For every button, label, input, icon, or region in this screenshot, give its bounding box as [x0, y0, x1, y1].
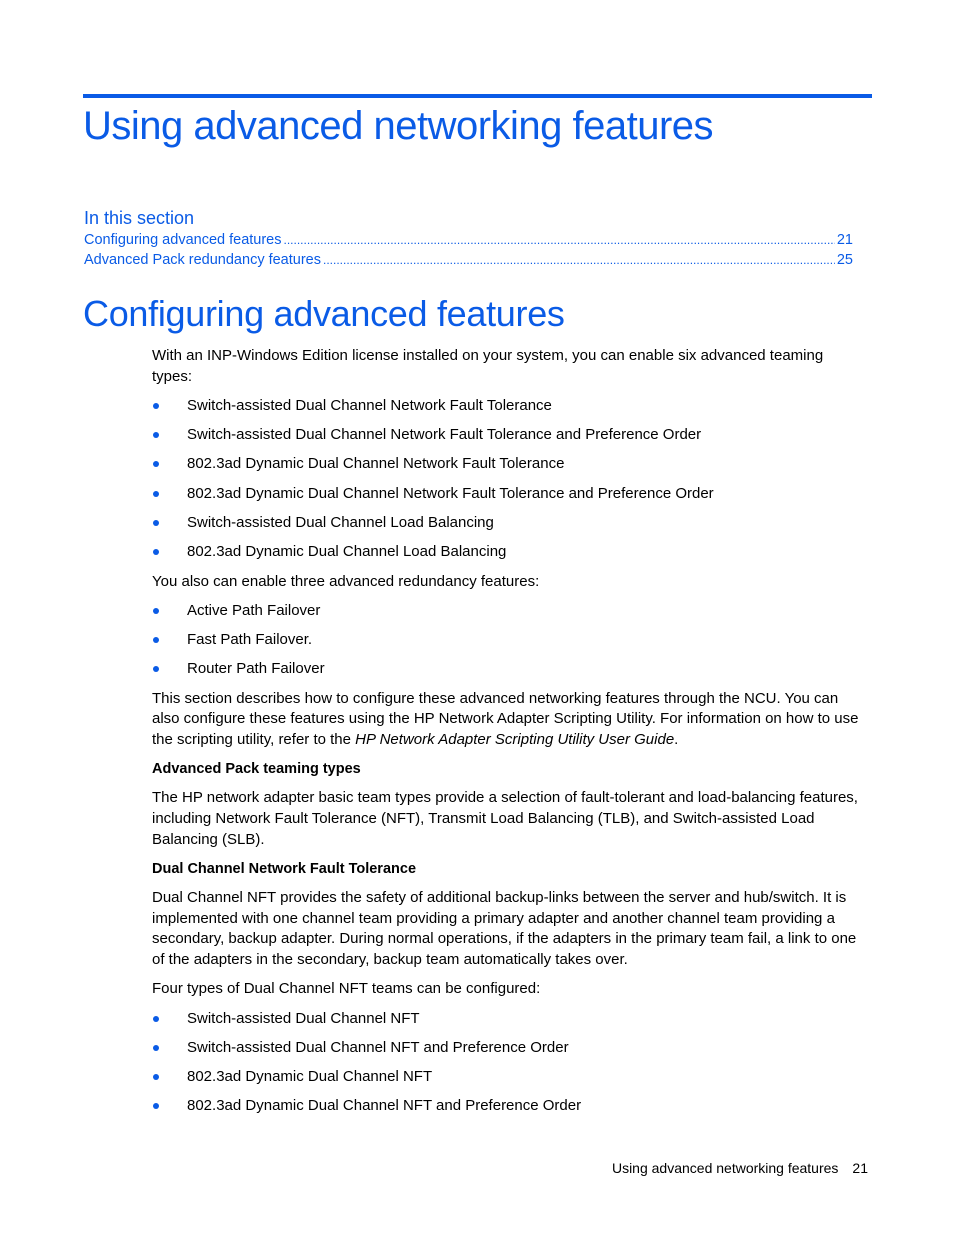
redundancy-intro: You also can enable three advanced redundancy features: [152, 572, 540, 590]
page-footer [612, 1158, 868, 1178]
list-item: Switch-assisted Dual Channel NFT [152, 1009, 864, 1030]
bullet-icon [153, 432, 159, 438]
chapter-rule [83, 94, 872, 98]
bullet-icon [153, 1103, 159, 1109]
page-number: 21 [852, 1160, 868, 1176]
toc-entry-configuring[interactable] [84, 230, 853, 250]
toc-entry-title: Configuring advanced features [84, 232, 282, 248]
toc-entry-title: Advanced Pack redundancy features [84, 252, 321, 268]
dual-nft-heading: Dual Channel Network Fault Tolerance [152, 860, 417, 877]
guide-title: HP Network Adapter Scripting Utility User Guide [355, 730, 675, 748]
bullet-icon [153, 549, 159, 555]
section-title: Configuring advanced features [83, 293, 565, 334]
teaming-types-list [152, 396, 864, 563]
list-item: 802.3ad Dynamic Dual Channel Load Balancing [152, 542, 864, 563]
list-item: 802.3ad Dynamic Dual Channel NFT [152, 1067, 864, 1088]
toc-entry-page: 21 [836, 232, 853, 248]
list-item: Active Path Failover [152, 601, 864, 622]
list-item: 802.3ad Dynamic Dual Channel Network Fault Tolerance [152, 454, 864, 475]
intro-paragraph: With an INP-Windows Edition license installed on your system, you can enable six advanced teaming types: [152, 347, 824, 385]
bullet-icon [153, 637, 159, 643]
list-item: Switch-assisted Dual Channel NFT and Preference Order [152, 1038, 864, 1059]
bullet-icon [153, 461, 159, 467]
list-item: Router Path Failover [152, 659, 864, 680]
list-item: Switch-assisted Dual Channel Network Fault Tolerance [152, 396, 864, 417]
bullet-icon [153, 1045, 159, 1051]
toc-leader [284, 230, 835, 250]
list-item: Switch-assisted Dual Channel Network Fault Tolerance and Preference Order [152, 425, 864, 446]
bullet-icon [153, 1016, 159, 1022]
section-body [152, 346, 864, 1126]
bullet-icon [153, 608, 159, 614]
toc-list [84, 230, 853, 270]
redundancy-features-list [152, 601, 864, 680]
toc-entry-redundancy[interactable] [84, 250, 853, 270]
list-item: Switch-assisted Dual Channel Load Balancing [152, 513, 864, 534]
advanced-pack-paragraph: The HP network adapter basic team types provide a selection of fault-tolerant and load-balancing features, including Network Fault Tolerance (NFT), Transmit Load Balancing (TLB), and Switch-assisted Load Balancing (SLB). [152, 789, 858, 848]
list-item: 802.3ad Dynamic Dual Channel NFT and Preference Order [152, 1096, 864, 1117]
bullet-icon [153, 1074, 159, 1080]
list-item: Fast Path Failover. [152, 630, 864, 651]
configuration-paragraph: This section describes how to configure these advanced networking features through the NCU. You can also configure these features using the HP Network Adapter Scripting Utility. For information on how to use the scripting utility, refer to the HP Network Adapter Scripting Utility User Guide. [152, 689, 859, 748]
nft-types-intro: Four types of Dual Channel NFT teams can be configured: [152, 980, 541, 998]
bullet-icon [153, 666, 159, 672]
chapter-title: Using advanced networking features [83, 104, 714, 148]
advanced-pack-heading: Advanced Pack teaming types [152, 761, 361, 778]
list-item: 802.3ad Dynamic Dual Channel Network Fault Tolerance and Preference Order [152, 484, 864, 505]
bullet-icon [153, 491, 159, 497]
bullet-icon [153, 520, 159, 526]
dual-nft-paragraph: Dual Channel NFT provides the safety of additional backup-links between the server and hub/switch. It is implemented with one channel team providing a primary adapter and another channel team providing a secondary, backup adapter. During normal operations, if the adapters in the primary team fail, a link to one of the adapters in the secondary, backup team automatically takes over. [152, 889, 857, 968]
nft-types-list [152, 1009, 864, 1117]
footer-title: Using advanced networking features [611, 1160, 839, 1176]
toc-entry-page: 25 [836, 252, 853, 268]
toc-leader [323, 250, 835, 270]
toc-heading: In this section [84, 208, 195, 228]
bullet-icon [153, 403, 159, 409]
